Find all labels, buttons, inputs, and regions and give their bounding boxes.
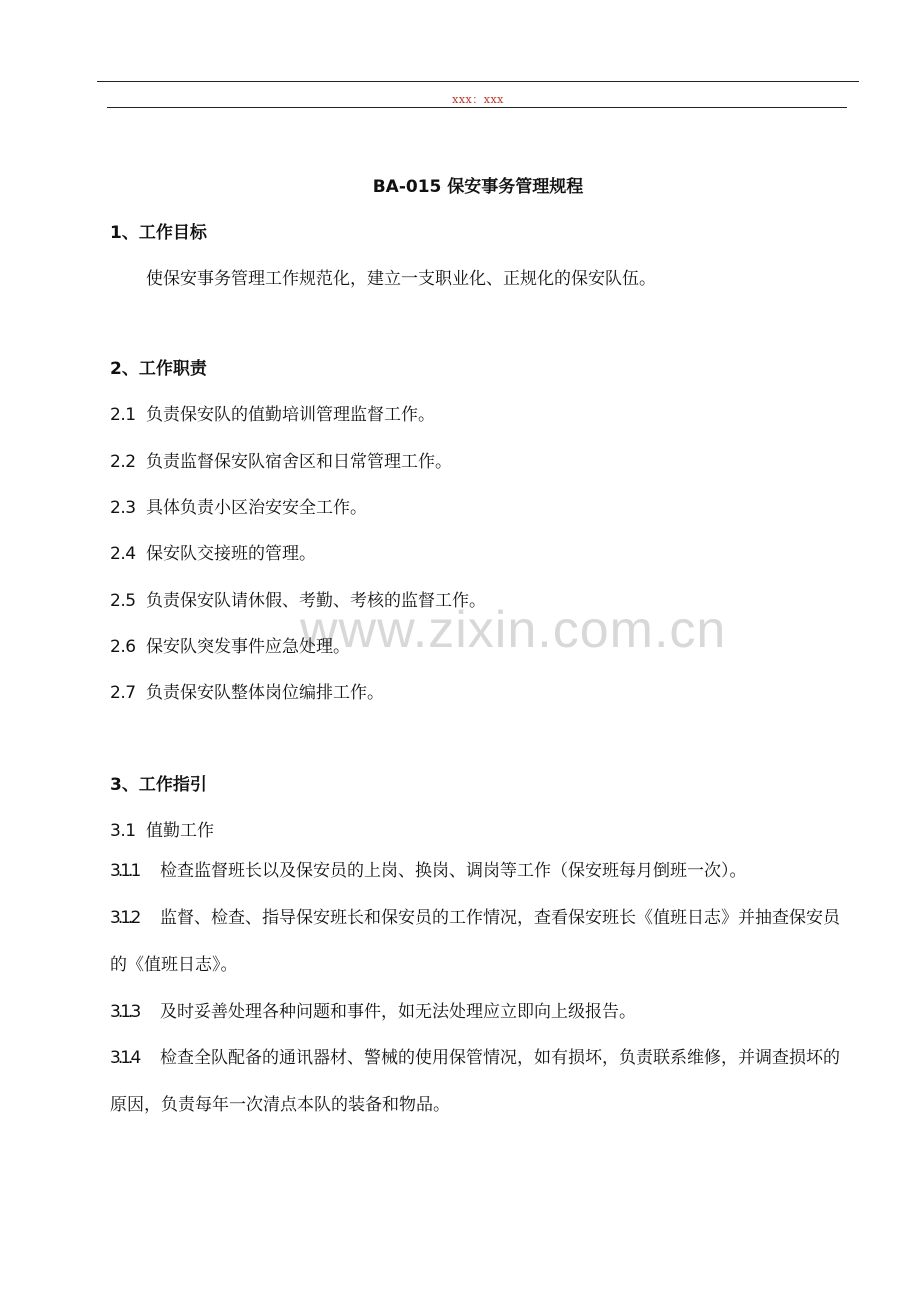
item-text: 检查全队配备的通讯器材、警械的使用保管情况，如有损坏，负责联系维修，并调查损坏的原因，负责每年一次清点本队的装备和物品。 — [110, 1048, 840, 1115]
list-item — [110, 539, 316, 564]
item-text: 负责监督保安队宿舍区和日常管理工作。 — [146, 452, 452, 472]
watermark: www.zixin.com.cn — [300, 601, 727, 659]
section-1-heading: 1、工作目标 — [110, 223, 207, 243]
item-text: 监督、检查、指导保安班长和保安员的工作情况，查看保安班长《值班日志》并抽查保安员的《值班日志》。 — [110, 908, 840, 975]
item-number: 2.1 — [110, 405, 136, 425]
list-item — [110, 895, 850, 989]
section-3-heading: 3、工作指引 — [110, 775, 207, 795]
list-item — [110, 632, 350, 657]
section-1-paragraph: 使保安事务管理工作规范化，建立一支职业化、正规化的保安队伍。 — [146, 269, 656, 289]
list-item — [110, 400, 435, 425]
sub-heading-text: 值勤工作 — [146, 821, 214, 841]
item-text: 保安队交接班的管理。 — [146, 544, 316, 564]
item-number: 2.6 — [110, 637, 136, 657]
sub-heading — [110, 816, 214, 841]
header-rule-bottom — [107, 107, 847, 108]
list-item — [110, 989, 850, 1036]
item-number: 2.7 — [110, 683, 136, 703]
item-number: 3.1.3 — [110, 1002, 139, 1022]
item-text: 具体负责小区治安安全工作。 — [146, 498, 367, 518]
item-number: 2.4 — [110, 544, 136, 564]
item-number: 2.3 — [110, 498, 136, 518]
list-item — [110, 447, 452, 472]
list-item — [110, 1035, 850, 1129]
item-number: 2.5 — [110, 591, 136, 611]
section-2-heading: 2、工作职责 — [110, 359, 207, 379]
list-item — [110, 493, 367, 518]
list-item — [110, 678, 384, 703]
list-item — [110, 848, 850, 895]
header-rule-top — [97, 81, 859, 82]
item-number: 3.1.4 — [110, 1048, 139, 1068]
sub-heading-number: 3.1 — [110, 821, 136, 841]
document-title: BA-015 保安事务管理规程 — [372, 177, 584, 197]
item-number: 2.2 — [110, 452, 136, 472]
item-number: 3.1.2 — [110, 908, 139, 928]
item-text: 保安队突发事件应急处理。 — [146, 637, 350, 657]
item-text: 负责保安队的值勤培训管理监督工作。 — [146, 405, 435, 425]
header-text: xxx：xxx — [452, 93, 504, 106]
item-text: 负责保安队请休假、考勤、考核的监督工作。 — [146, 591, 486, 611]
list-item — [110, 586, 486, 611]
item-text: 及时妥善处理各种问题和事件，如无法处理应立即向上级报告。 — [160, 1002, 636, 1022]
item-text: 负责保安队整体岗位编排工作。 — [146, 683, 384, 703]
item-text: 检查监督班长以及保安员的上岗、换岗、调岗等工作（保安班每月倒班一次）。 — [160, 861, 747, 881]
item-number: 3.1.1 — [110, 861, 139, 881]
